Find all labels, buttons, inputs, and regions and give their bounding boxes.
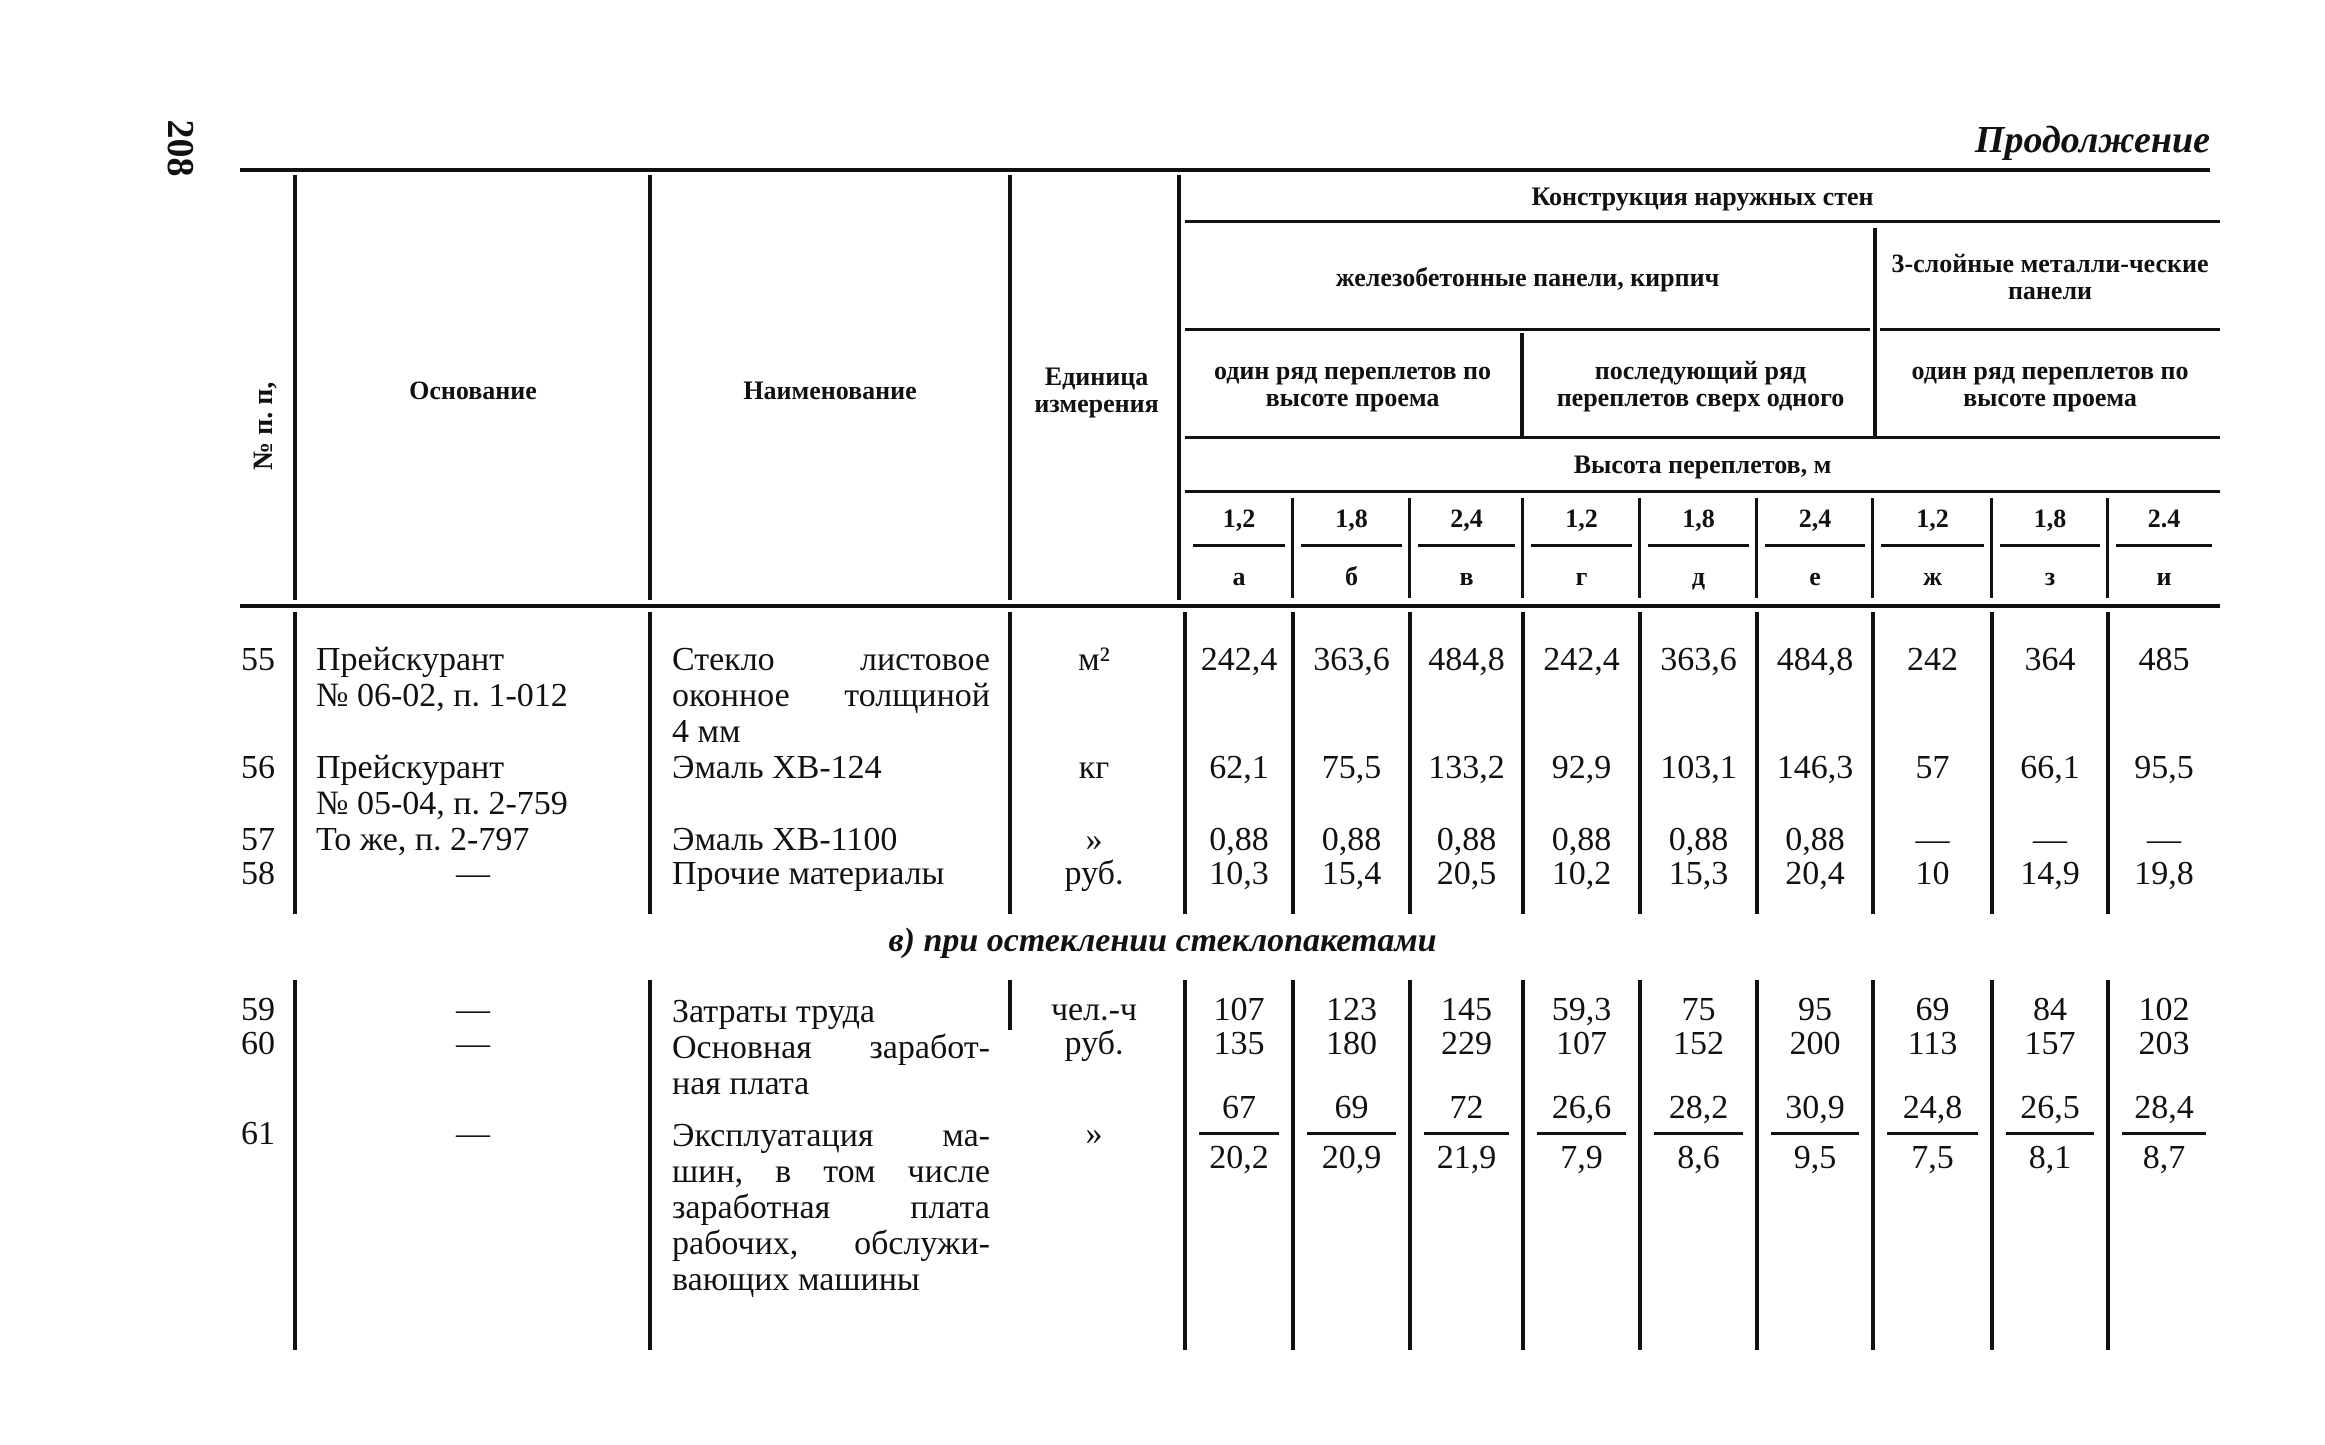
unit-text: м² xyxy=(1078,641,1110,678)
group2-header: 3-слойные металли-ческие панели xyxy=(1891,249,2209,305)
value-cell: 20,5 xyxy=(1436,855,1497,892)
header-divider xyxy=(1408,498,1411,598)
value-cell: — xyxy=(1915,821,1950,858)
header-rule xyxy=(1765,544,1865,547)
value-cell: 14,9 xyxy=(2020,855,2080,892)
column-letter: г xyxy=(1575,561,1588,591)
body-divider xyxy=(293,612,297,914)
column-letter: з xyxy=(2044,561,2056,591)
header-divider xyxy=(1755,498,1758,598)
value-cell: 75,5 xyxy=(1321,749,1382,786)
header-divider xyxy=(1873,228,1877,436)
fraction-bar xyxy=(1654,1132,1743,1135)
name-text: Основная заработ- xyxy=(672,1029,990,1066)
fraction-denominator: 21,9 xyxy=(1436,1139,1497,1176)
header-divider xyxy=(1638,498,1641,598)
name-text: ная плата xyxy=(672,1065,810,1102)
value-cell: — xyxy=(2147,821,2181,858)
height-value: 1,8 xyxy=(1335,503,1368,533)
header-rule xyxy=(2000,544,2100,547)
value-cell: 113 xyxy=(1907,1025,1958,1062)
fraction-numerator: 69 xyxy=(1334,1089,1369,1126)
unit-text: » xyxy=(1085,1115,1103,1152)
column-letter: б xyxy=(1345,561,1358,591)
row-number: 58 xyxy=(241,855,275,892)
header-rule xyxy=(1301,544,1402,547)
basis-text: — xyxy=(456,1025,490,1062)
unit-text: кг xyxy=(1078,749,1110,786)
value-cell: 0,88 xyxy=(1321,821,1382,858)
fraction-numerator: 28,4 xyxy=(2134,1089,2194,1126)
fraction-bar xyxy=(1424,1132,1509,1135)
value-cell: 59,3 xyxy=(1551,991,1612,1028)
row-number: 55 xyxy=(241,641,275,678)
value-cell: 107 xyxy=(1556,1025,1607,1062)
fraction-denominator: 9,5 xyxy=(1793,1139,1837,1176)
value-cell: 10 xyxy=(1915,855,1950,892)
fraction-bar xyxy=(1199,1132,1279,1135)
header-rule xyxy=(1185,490,2220,493)
fraction-denominator: 8,1 xyxy=(2028,1139,2072,1176)
header-rule xyxy=(1185,328,1870,331)
name-text: рабочих, обслужи- xyxy=(672,1225,990,1262)
group1-header: железобетонные панели, кирпич xyxy=(1335,262,1720,292)
value-cell: 229 xyxy=(1441,1025,1492,1062)
sub2-header: последующий ряд переплетов сверх одного xyxy=(1556,356,1845,412)
value-cell: 135 xyxy=(1213,1025,1265,1062)
column-letter: в xyxy=(1459,561,1474,591)
section-title: в) при остеклении стеклопакетами xyxy=(888,922,1437,959)
value-cell: 180 xyxy=(1326,1025,1377,1062)
header-divider xyxy=(1521,498,1524,598)
value-cell: 0,88 xyxy=(1436,821,1497,858)
fraction-numerator: 24,8 xyxy=(1902,1089,1963,1126)
value-cell: 102 xyxy=(2138,991,2190,1028)
header-divider xyxy=(1520,333,1524,436)
header-divider xyxy=(1008,175,1012,600)
header-rule xyxy=(2116,544,2212,547)
header-divider xyxy=(293,175,297,600)
value-cell: 15,3 xyxy=(1668,855,1729,892)
fraction-numerator: 26,5 xyxy=(2020,1089,2080,1126)
row-number: 60 xyxy=(241,1025,275,1062)
fraction-bar xyxy=(1887,1132,1978,1135)
name-text: вающих машины xyxy=(672,1261,920,1298)
unit-header: Единица измерения xyxy=(1034,362,1159,418)
basis-text: То же, п. 2-797 xyxy=(316,821,530,858)
value-cell: 363,6 xyxy=(1313,641,1390,678)
basis-text: — xyxy=(456,855,490,892)
sub3-header: один ряд переплетов по высоте проема xyxy=(1911,356,2189,412)
fraction-numerator: 30,9 xyxy=(1785,1089,1845,1126)
construction-header: Конструкция наружных стен xyxy=(1531,181,1874,211)
table-top-rule xyxy=(240,168,2210,172)
height-label: Высота переплетов, м xyxy=(1573,449,1832,479)
value-cell: 103,1 xyxy=(1660,749,1737,786)
height-value: 1,2 xyxy=(1565,503,1598,533)
fraction-denominator: 7,9 xyxy=(1560,1139,1603,1176)
fraction-bar xyxy=(1771,1132,1859,1135)
value-cell: 15,4 xyxy=(1321,855,1382,892)
body-divider xyxy=(1008,612,1012,914)
unit-text: руб. xyxy=(1064,855,1124,892)
column-letter: д xyxy=(1691,561,1706,591)
basis-text: Прейскурант xyxy=(316,749,505,786)
header-rule xyxy=(1648,544,1749,547)
fraction-denominator: 8,6 xyxy=(1677,1139,1720,1176)
value-cell: 57 xyxy=(1915,749,1950,786)
header-rule xyxy=(1185,220,2220,223)
header-bottom-rule xyxy=(240,604,2220,608)
value-cell: 62,1 xyxy=(1209,749,1269,786)
header-rule xyxy=(1418,544,1515,547)
header-divider xyxy=(1871,498,1874,598)
column-letter: е xyxy=(1809,561,1821,591)
value-cell: 0,88 xyxy=(1209,821,1269,858)
fraction-numerator: 28,2 xyxy=(1668,1089,1729,1126)
fraction-denominator: 20,2 xyxy=(1209,1139,1269,1176)
value-cell: 484,8 xyxy=(1428,641,1505,678)
name-text: Затраты труда xyxy=(672,993,876,1030)
value-cell: 363,6 xyxy=(1660,641,1737,678)
row-number-header: № п. п, xyxy=(248,381,279,470)
column-letter: и xyxy=(2156,561,2172,591)
basis-text: № 06-02, п. 1-012 xyxy=(316,677,568,714)
header-rule xyxy=(1531,544,1632,547)
name-text: заработная плата xyxy=(672,1189,990,1226)
name-text: Стекло листовое xyxy=(672,641,990,678)
value-cell: 95,5 xyxy=(2134,749,2194,786)
value-cell: 0,88 xyxy=(1551,821,1612,858)
row-number: 56 xyxy=(241,749,275,786)
name-text: Эксплуатация ма- xyxy=(672,1117,990,1154)
page-number: 208 xyxy=(159,119,201,177)
row-number: 59 xyxy=(241,991,275,1028)
height-value: 1,8 xyxy=(1682,503,1715,533)
height-value: 2.4 xyxy=(2147,503,2181,533)
unit-text: » xyxy=(1085,821,1103,858)
value-cell: 484,8 xyxy=(1776,641,1854,678)
value-cell: — xyxy=(2033,821,2067,858)
value-cell: 107 xyxy=(1213,991,1265,1028)
height-value: 1,2 xyxy=(1222,503,1256,533)
height-value: 2,4 xyxy=(1798,503,1832,533)
value-cell: 123 xyxy=(1326,991,1377,1028)
basis-text: — xyxy=(456,991,490,1028)
value-cell: 133,2 xyxy=(1428,749,1505,786)
body-divider xyxy=(648,980,652,1350)
value-cell: 0,88 xyxy=(1668,821,1729,858)
fraction-denominator: 8,7 xyxy=(2142,1139,2186,1176)
value-cell: 200 xyxy=(1789,1025,1841,1062)
fraction-denominator: 20,9 xyxy=(1321,1139,1382,1176)
fraction-bar xyxy=(2122,1132,2206,1135)
name-text: Эмаль ХВ-1100 xyxy=(672,821,898,858)
value-cell: 242 xyxy=(1907,641,1958,678)
height-value: 2,4 xyxy=(1450,503,1483,533)
name-text: 4 мм xyxy=(672,713,741,750)
header-divider xyxy=(1990,498,1993,598)
value-cell: 10,3 xyxy=(1209,855,1269,892)
body-divider xyxy=(1008,980,1012,1030)
value-cell: 20,4 xyxy=(1785,855,1845,892)
sub1-header: один ряд переплетов по высоте проема xyxy=(1214,356,1491,412)
name-text: Эмаль ХВ-124 xyxy=(672,749,882,786)
name-text: шин, в том числе xyxy=(672,1153,990,1190)
height-value: 1,2 xyxy=(1916,503,1949,533)
fraction-numerator: 26,6 xyxy=(1551,1089,1612,1126)
body-divider xyxy=(293,980,297,1350)
row-number: 61 xyxy=(241,1115,275,1152)
basis-header: Основание xyxy=(409,375,537,405)
header-rule xyxy=(1881,544,1984,547)
value-cell: 75 xyxy=(1681,991,1716,1028)
height-value: 1,8 xyxy=(2033,503,2067,533)
value-cell: 10,2 xyxy=(1551,855,1612,892)
value-cell: 84 xyxy=(2033,991,2067,1028)
fraction-bar xyxy=(1537,1132,1626,1135)
column-letter: а xyxy=(1232,561,1246,591)
basis-text: — xyxy=(456,1115,490,1152)
value-cell: 0,88 xyxy=(1785,821,1845,858)
header-rule xyxy=(1193,544,1285,547)
value-cell: 145 xyxy=(1441,991,1492,1028)
name-header: Наименование xyxy=(743,375,917,405)
header-divider xyxy=(1291,498,1294,598)
value-cell: 364 xyxy=(2024,641,2076,678)
value-cell: 242,4 xyxy=(1200,641,1278,678)
value-cell: 146,3 xyxy=(1776,749,1854,786)
fraction-bar xyxy=(2006,1132,2094,1135)
value-cell: 203 xyxy=(2138,1025,2190,1062)
row-number: 57 xyxy=(241,821,275,858)
basis-text: Прейскурант xyxy=(316,641,505,678)
value-cell: 69 xyxy=(1915,991,1950,1028)
value-cell: 19,8 xyxy=(2134,855,2194,892)
unit-text: руб. xyxy=(1064,1025,1124,1062)
continuation-label: Продолжение xyxy=(1974,119,2210,161)
header-rule xyxy=(1880,328,2220,331)
column-letter: ж xyxy=(1923,561,1942,591)
value-cell: 66,1 xyxy=(2020,749,2080,786)
fraction-numerator: 67 xyxy=(1222,1089,1256,1126)
value-cell: 95 xyxy=(1798,991,1832,1028)
body-divider xyxy=(648,612,652,914)
name-text: оконное толщиной xyxy=(672,677,990,714)
value-cell: 92,9 xyxy=(1551,749,1612,786)
header-divider xyxy=(2106,498,2109,598)
fraction-numerator: 72 xyxy=(1449,1089,1484,1126)
unit-text: чел.-ч xyxy=(1050,991,1138,1028)
fraction-bar xyxy=(1307,1132,1396,1135)
header-rule xyxy=(1185,436,2220,439)
value-cell: 157 xyxy=(2024,1025,2076,1062)
value-cell: 152 xyxy=(1673,1025,1724,1062)
value-cell: 485 xyxy=(2138,641,2190,678)
value-cell: 242,4 xyxy=(1543,641,1620,678)
basis-text: № 05-04, п. 2-759 xyxy=(316,785,568,822)
name-text: Прочие материалы xyxy=(672,855,945,892)
fraction-denominator: 7,5 xyxy=(1911,1139,1954,1176)
